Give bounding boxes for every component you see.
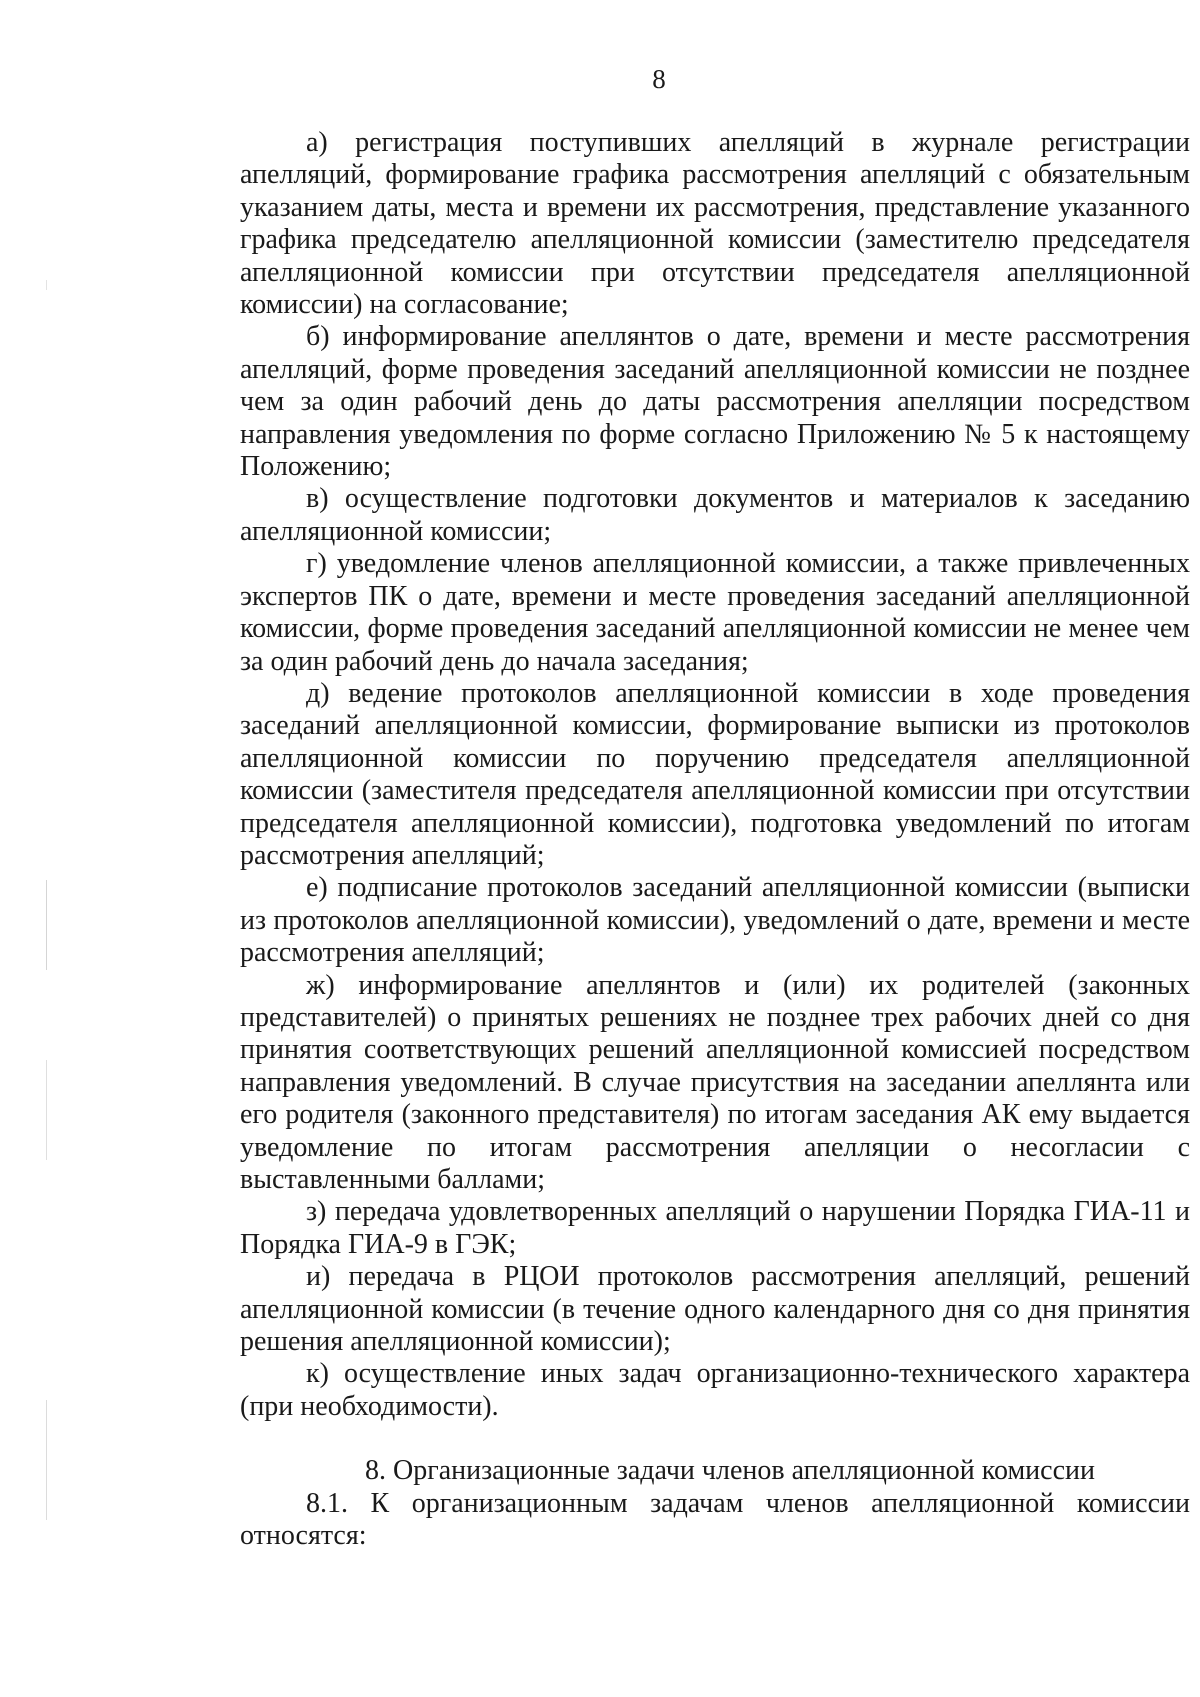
document-body: [240, 127, 1190, 1552]
scan-artifact: [46, 1400, 47, 1520]
section-paragraph: 8.1. К организационным задачам членов апелляционной комиссии относятся:: [240, 1487, 1190, 1552]
scan-artifact: [46, 1060, 47, 1160]
list-item-e: е) подписание протоколов заседаний апелляционной комиссии (выписки из протоколов апелляционной комиссии), уведомлений о дате, времени и месте рассмотрения апелляций;: [240, 872, 1190, 969]
section-heading: 8. Организационные задачи членов апелляционной комиссии: [365, 1455, 1095, 1487]
list-item-b: б) информирование апеллянтов о дате, времени и месте рассмотрения апелляций, форме проведения заседаний апелляционной комиссии не позднее чем за один рабочий день до даты рассмотрения апелляции посредством направления уведомления по форме согласно Приложению № 5 к настоящему Положению;: [240, 321, 1190, 483]
list-item-i: и) передача в РЦОИ протоколов рассмотрения апелляций, решений апелляционной комиссии (в течение одного календарного дня со дня принятия решения апелляционной комиссии);: [240, 1261, 1190, 1358]
scan-artifact: [46, 880, 47, 970]
list-item-g: г) уведомление членов апелляционной комиссии, а также привлеченных экспертов ПК о дате, времени и месте проведения заседаний апелляционной комиссии, форме проведения заседаний апелляционной комиссии не менее чем за один рабочий день до начала заседания;: [240, 548, 1190, 677]
list-item-v: в) осуществление подготовки документов и материалов к заседанию апелляционной комиссии;: [240, 483, 1190, 547]
list-item-a: а) регистрация поступивших апелляций в журнале регистрации апелляций, формирование графика рассмотрения апелляций с обязательным указанием даты, места и времени их рассмотрения, представление указанного графика председателю апелляционной комиссии (заместителю председателя апелляционной комиссии при отсутствии председателя апелляционной комиссии) на согласование;: [240, 127, 1190, 321]
list-item-d: д) ведение протоколов апелляционной комиссии в ходе проведения заседаний апелляционной комиссии, формирование выписки из протоколов апелляционной комиссии по поручению председателя апелляционной комиссии (заместителя председателя апелляционной комиссии при отсутствии председателя апелляционной комиссии), подготовка уведомлений по итогам рассмотрения апелляций;: [240, 677, 1190, 871]
list-item-z: з) передача удовлетворенных апелляций о нарушении Порядка ГИА-11 и Порядка ГИА-9 в ГЭК;: [240, 1196, 1190, 1260]
scan-artifact: [46, 280, 47, 290]
page-number: 8: [652, 64, 666, 94]
list-item-k: к) осуществление иных задач организационно-технического характера (при необходимости).: [240, 1358, 1190, 1422]
list-item-zh: ж) информирование апеллянтов и (или) их родителей (законных представителей) о принятых решениях не позднее трех рабочих дней со дня принятия соответствующих решений апелляционной комиссией посредством направления уведомлений. В случае присутствия на заседании апеллянта или его родителя (законного представителя) по итогам заседания АК ему выдается уведомление по итогам рассмотрения апелляции о несогласии с выставленными баллами;: [240, 969, 1190, 1195]
